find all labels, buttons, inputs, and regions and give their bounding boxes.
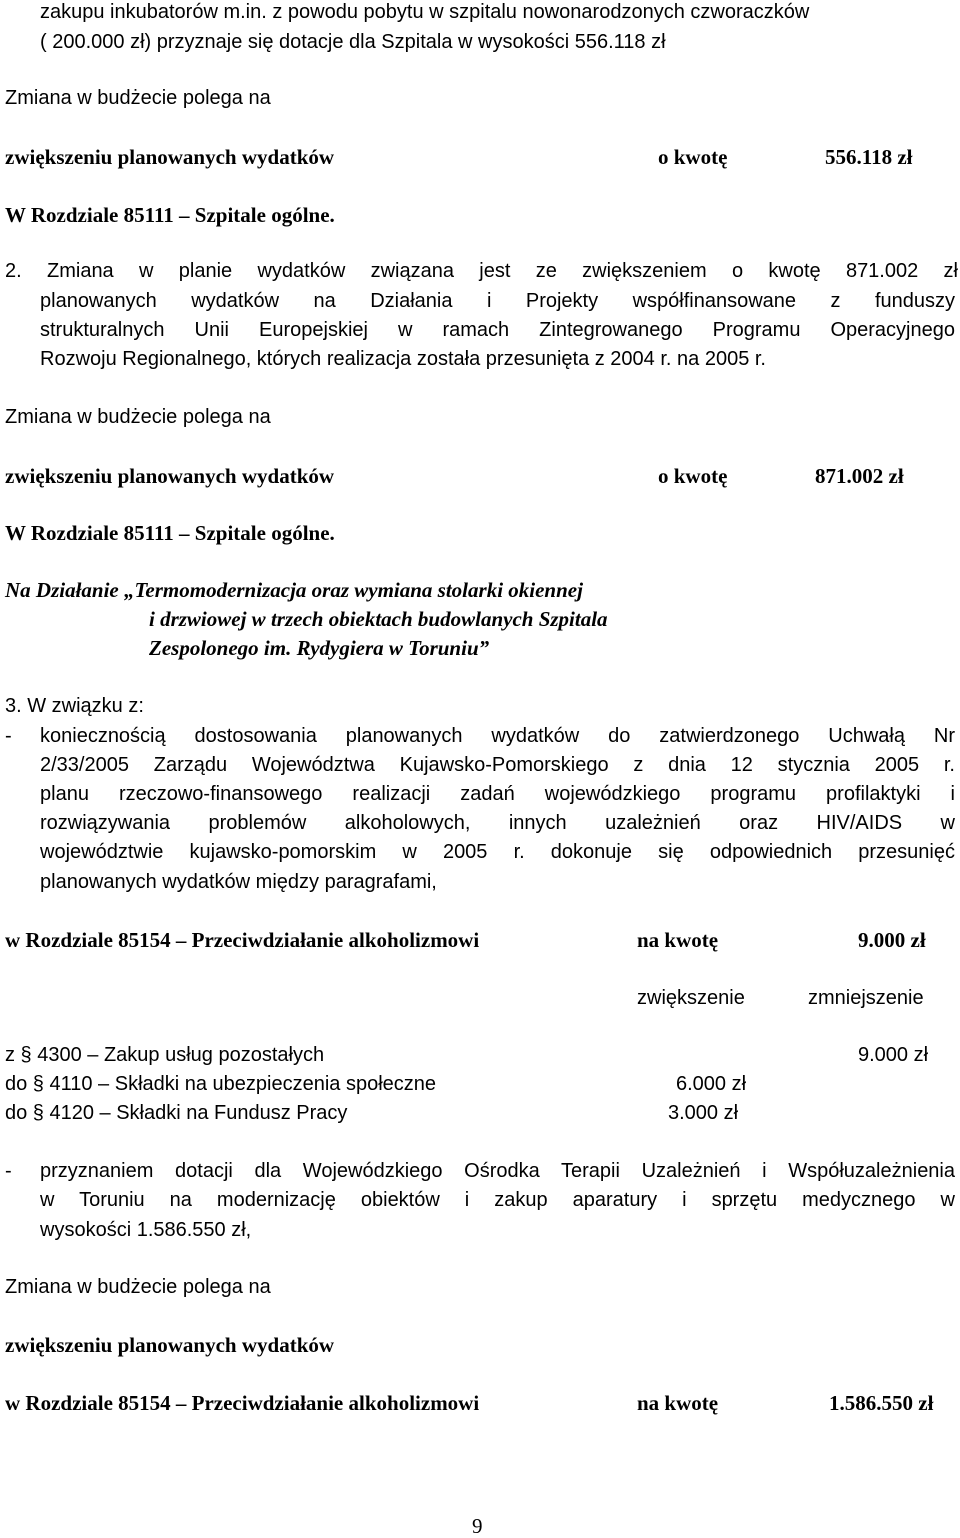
action-line-3: Zespolonego im. Rydygiera w Toruniu”	[149, 636, 490, 660]
column-header-increase: zwiększenie	[637, 987, 745, 1009]
item3-line-2: 2/33/2005 Zarządu Województwa Kujawsko-Pomorskiego z dnia 12 stycznia 2005 r.	[40, 754, 955, 776]
row-label: z § 4300 – Zakup usług pozostałych	[5, 1044, 325, 1066]
action-line-1: Na Działanie „Termomodernizacja oraz wymiana stolarki okiennej	[5, 578, 583, 602]
item3-line-1: koniecznością dostosowania planowanych wydatków do zatwierdzonego Uchwałą Nr	[40, 725, 955, 747]
section-title: W Rozdziale 85111 – Szpitale ogólne.	[5, 203, 335, 227]
amount-label: na kwotę	[637, 928, 719, 952]
change-note: Zmiana w budżecie polega na	[5, 406, 271, 428]
increase-label: zwiększeniu planowanych wydatków	[5, 1333, 335, 1357]
bullet-dash: -	[5, 725, 12, 747]
amount: 871.002 zł	[815, 464, 904, 488]
item4-line-1: przyznaniem dotacji dla Wojewódzkiego Ośrodka Terapii Uzależnień i Współuzależnienia	[40, 1160, 955, 1182]
change-note: Zmiana w budżecie polega na	[5, 1276, 271, 1298]
amount: 9.000 zł	[858, 928, 926, 952]
section-title: W Rozdziale 85111 – Szpitale ogólne.	[5, 521, 335, 545]
item2-line-3: strukturalnych Unii Europejskiej w ramach Zintegrowanego Programu Operacyjnego	[40, 319, 955, 341]
row-increase: 3.000 zł	[668, 1102, 739, 1124]
page-number: 9	[472, 1514, 483, 1538]
change-note: Zmiana w budżecie polega na	[5, 87, 271, 109]
item3-line-5: województwie kujawsko-pomorskim w 2005 r. dokonuje się odpowiednich przesunięć	[40, 841, 955, 863]
item4-line-2: w Toruniu na modernizację obiektów i zakup aparatury i sprzętu medycznego w	[40, 1189, 955, 1211]
amount: 556.118 zł	[825, 145, 913, 169]
amount: 1.586.550 zł	[829, 1391, 934, 1415]
row-label: do § 4110 – Składki na ubezpieczenia społeczne	[5, 1073, 437, 1095]
action-line-2: i drzwiowej w trzech obiektach budowlanych Szpitala	[149, 607, 608, 631]
section-title: w Rozdziale 85154 – Przeciwdziałanie alkoholizmowi	[5, 1391, 480, 1415]
column-header-decrease: zmniejszenie	[808, 987, 924, 1009]
bullet-dash: -	[5, 1160, 12, 1182]
intro-line-2: ( 200.000 zł) przyznaje się dotacje dla Szpitala w wysokości 556.118 zł	[40, 31, 666, 53]
row-decrease: 9.000 zł	[858, 1044, 929, 1066]
item2-line-4: Rozwoju Regionalnego, których realizacja została przesunięta z 2004 r. na 2005 r.	[40, 348, 766, 370]
row-increase: 6.000 zł	[676, 1073, 747, 1095]
item2-line-2: planowanych wydatków na Działania i Projekty współfinansowane z funduszy	[40, 290, 955, 312]
item4-line-3: wysokości 1.586.550 zł,	[40, 1219, 252, 1241]
row-label: do § 4120 – Składki na Fundusz Pracy	[5, 1102, 348, 1124]
increase-label: zwiększeniu planowanych wydatków	[5, 145, 335, 169]
item2-line-1: 2. Zmiana w planie wydatków związana jest ze zwiększeniem o kwotę 871.002 zł	[5, 260, 958, 282]
item3-line-6: planowanych wydatków między paragrafami,	[40, 871, 437, 893]
increase-label: zwiększeniu planowanych wydatków	[5, 464, 335, 488]
amount-label: o kwotę	[658, 464, 728, 488]
item3-heading: 3. W związku z:	[5, 695, 144, 717]
item3-line-3: planu rzeczowo-finansowego realizacji zadań wojewódzkiego programu profilaktyki i	[40, 783, 955, 805]
intro-line-1: zakupu inkubatorów m.in. z powodu pobytu w szpitalu nowonarodzonych czworaczków	[40, 1, 810, 23]
item3-line-4: rozwiązywania problemów alkoholowych, innych uzależnień oraz HIV/AIDS w	[40, 812, 955, 834]
amount-label: na kwotę	[637, 1391, 719, 1415]
amount-label: o kwotę	[658, 145, 728, 169]
section-title: w Rozdziale 85154 – Przeciwdziałanie alkoholizmowi	[5, 928, 480, 952]
